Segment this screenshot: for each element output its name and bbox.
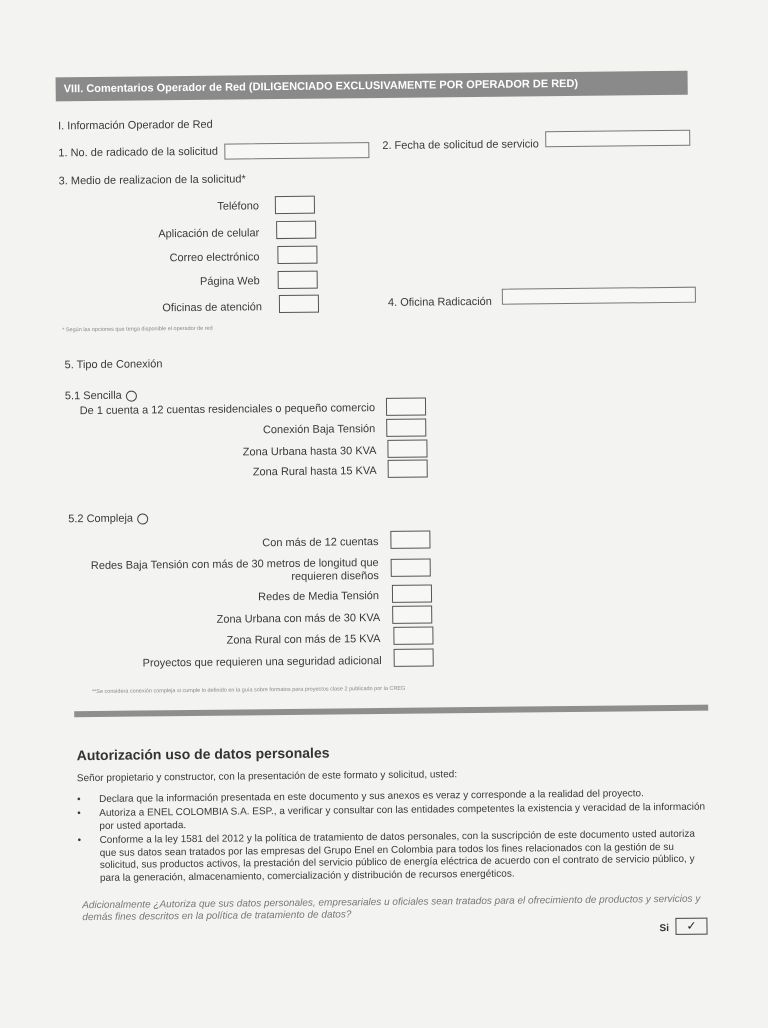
sencilla-option-label: Zona Rural hasta 15 KVA — [252, 465, 377, 479]
autorizacion-bullet: • Autoriza a ENEL COLOMBIA S.A. ESP., a verificar y consultar con las entidades competentes la existencia y veracidad de la información por usted aportada. — [99, 802, 709, 833]
sencilla-option-label: Zona Urbana hasta 30 KVA — [242, 445, 377, 459]
compleja-option-label: Redes de Media Tensión — [258, 590, 380, 604]
compleja-radio[interactable] — [137, 513, 148, 524]
sencilla-option-label: De 1 cuenta a 12 cuentas residenciales o pequeño comercio — [79, 402, 376, 418]
autorizacion-question: Adicionalmente ¿Autoriza que sus datos personales, empresariales u oficiales sean tratados para el ofrecimiento de productos y servicios y demás fines descritos en la política de tratamiento de datos? — [82, 893, 701, 924]
app-celular-checkbox[interactable] — [276, 221, 316, 239]
compleja-option-label: Zona Rural con más de 15 KVA — [226, 633, 381, 647]
oficina-field[interactable] — [502, 287, 696, 305]
compleja-option[interactable] — [68, 512, 148, 525]
compleja-option-label: Proyectos que requieren una seguridad adicional — [142, 654, 382, 670]
medio-note: * Según las opciones que tenga disponible el operador de red — [62, 325, 213, 334]
autorizacion-bullet: • Conforme a la ley 1581 del 2012 y la política de tratamiento de datos personales, con la suscripción de este documento usted autoriza que sus datos sean tratados por las empresas del Grupo Enel en Colombia para todos los fines relacionados con la gestión de su solicitud, sus productos activos, la prestación del servicio público de energía eléctrica de acuerdo con el contrato de servicio público, y para la generación, almacenamiento, comercialización y distribución de recursos energéticos. — [99, 829, 709, 885]
compleja-option-label: requieren diseños — [291, 570, 379, 583]
si-checkbox[interactable]: ✓ — [675, 918, 707, 935]
pagina-web-checkbox[interactable] — [278, 271, 318, 289]
medio-option-label: Aplicación de celular — [158, 227, 260, 241]
rural-mas-15kva-checkbox[interactable] — [393, 626, 433, 644]
correo-checkbox[interactable] — [277, 246, 317, 264]
telefono-checkbox[interactable] — [275, 196, 315, 214]
oficinas-checkbox[interactable] — [279, 295, 319, 313]
rural-15kva-checkbox[interactable] — [388, 459, 428, 477]
compleja-note: **Se considera conexión compleja si cumple lo definido en la guía sobre formatos para proyectos clase 2 publicado por la CREG — [91, 685, 406, 696]
urbana-mas-30kva-checkbox[interactable] — [392, 605, 432, 623]
medio-option-label: Teléfono — [217, 200, 259, 213]
sencilla-option[interactable] — [65, 390, 137, 403]
section-header: VIII. Comentarios Operador de Red (DILIGENCIADO EXCLUSIVAMENTE POR OPERADOR DE RED) — [56, 71, 688, 102]
oficina-label: 4. Oficina Radicación — [387, 295, 492, 309]
baja-tension-checkbox[interactable] — [386, 419, 426, 437]
autorizacion-bullet: • Declara que la información presentada en este documento y sus anexos es veraz y corresponde a la realidad del proyecto. — [99, 788, 709, 807]
compleja-option-label: Redes Baja Tensión con más de 30 metros de longitud que — [90, 557, 379, 573]
media-tension-checkbox[interactable] — [392, 584, 432, 602]
part1-heading: I. Información Operador de Red — [58, 118, 213, 133]
sencilla-1-12-checkbox[interactable] — [386, 398, 426, 416]
radicado-label: 1. No. de radicado de la solicitud — [58, 145, 219, 160]
medio-label: 3. Medio de realizacion de la solicitud* — [58, 173, 246, 188]
conexion-heading: 5. Tipo de Conexión — [64, 358, 163, 372]
section-divider — [74, 705, 708, 718]
fecha-label: 2. Fecha de solicitud de servicio — [382, 138, 539, 152]
autorizacion-intro: Señor propietario y constructor, con la presentación de este formato y solicitud, usted: — [76, 769, 458, 785]
sencilla-label: 5.1 Sencilla — [64, 389, 122, 403]
medio-option-label: Página Web — [199, 275, 260, 288]
si-label: Si — [659, 922, 670, 935]
seguridad-adicional-checkbox[interactable] — [394, 648, 434, 666]
fecha-field[interactable] — [545, 130, 690, 148]
sencilla-radio[interactable] — [126, 390, 137, 401]
radicado-field[interactable] — [224, 142, 369, 160]
autorizacion-title: Autorización uso de datos personales — [76, 744, 330, 764]
mas-12-cuentas-checkbox[interactable] — [390, 530, 430, 548]
medio-option-label: Oficinas de atención — [162, 301, 263, 315]
compleja-label: 5.2 Compleja — [68, 512, 134, 526]
compleja-option-label: Con más de 12 cuentas — [262, 536, 379, 550]
medio-option-label: Correo electrónico — [169, 251, 260, 265]
urbana-30kva-checkbox[interactable] — [387, 440, 427, 458]
sencilla-option-label: Conexión Baja Tensión — [262, 423, 376, 437]
compleja-option-label: Zona Urbana con más de 30 KVA — [216, 612, 381, 626]
redes-bt-30m-checkbox[interactable] — [391, 558, 431, 576]
